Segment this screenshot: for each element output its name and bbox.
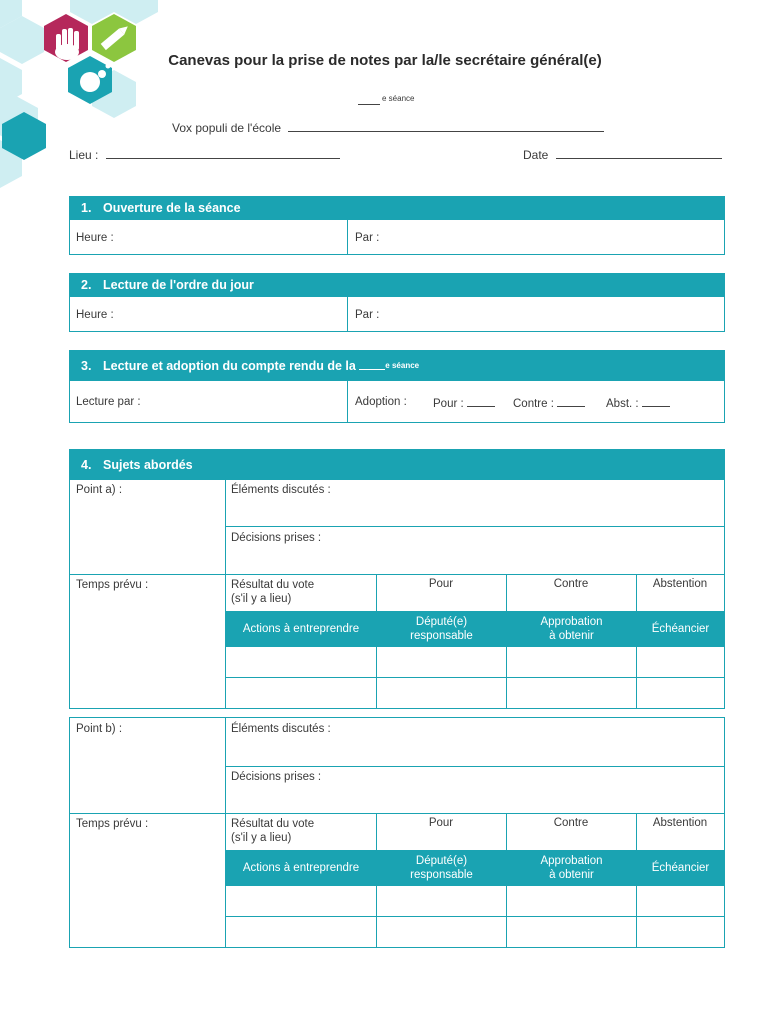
point-b-decisions-label: Décisions prises :: [231, 771, 322, 783]
logo-hexagons: [0, 0, 170, 200]
point-b-elements-label: Éléments discutés :: [231, 723, 331, 735]
point-b-abstention-header: Abstention: [652, 817, 708, 829]
section-3: [69, 350, 725, 423]
s3-contre-field[interactable]: Contre :: [513, 396, 585, 410]
date-line: [523, 148, 722, 162]
section-4-header: 4. Sujets abordés: [70, 450, 724, 480]
point-b-actions-header: Actions à entreprendre: [226, 850, 376, 885]
section-1: [69, 196, 725, 255]
section-1-title: Ouverture de la séance: [103, 201, 241, 215]
point-a-abstention-header: Abstention: [652, 578, 708, 590]
section-1-header: 1. Ouverture de la séance: [70, 197, 724, 220]
point-a-decisions-label: Décisions prises :: [231, 532, 322, 544]
section-2-title: Lecture de l'ordre du jour: [103, 278, 254, 292]
point-b-approbation-header: Approbation à obtenir: [507, 850, 636, 885]
s3-adoption-label: Adoption :: [355, 396, 407, 408]
lieu-field[interactable]: [106, 148, 340, 159]
section-3-title: Lecture et adoption du compte rendu de la $^{e séance}$: [103, 359, 420, 373]
s2-par-label: Par :: [355, 309, 380, 321]
point-b-depute-header: Député(e) responsable: [377, 850, 506, 885]
point-a-label: Point a) :: [76, 484, 123, 496]
section-4-point-b: [69, 717, 725, 948]
s1-par-label: Par :: [355, 232, 380, 244]
s3-abst-field[interactable]: Abst. :: [606, 396, 670, 410]
seance-label: e séance: [382, 94, 415, 103]
point-b-contre-header: Contre: [553, 817, 589, 829]
point-a-depute-header: Député(e) responsable: [377, 611, 506, 646]
date-field[interactable]: [556, 148, 722, 159]
point-b-temps-label: Temps prévu :: [76, 818, 149, 830]
point-a-echeancier-header: Échéancier: [637, 611, 724, 646]
s1-heure-label: Heure :: [76, 232, 114, 244]
s3-lecture-label: Lecture par :: [76, 396, 141, 408]
s3-pour-field[interactable]: Pour :: [433, 396, 495, 410]
point-a-temps-label: Temps prévu :: [76, 579, 149, 591]
page-title: Canevas pour la prise de notes par la/le secrétaire général(e): [168, 52, 602, 69]
point-b-pour-header: Pour: [428, 817, 454, 829]
section-2-header: 2. Lecture de l'ordre du jour: [70, 274, 724, 297]
seance-number-blank[interactable]: [358, 94, 380, 105]
date-label: Date: [523, 148, 549, 162]
s2-heure-label: Heure :: [76, 309, 114, 321]
section-3-header: 3. Lecture et adoption du compte rendu de la $^{e séance}$: [70, 351, 724, 381]
vox-field[interactable]: [288, 121, 604, 132]
point-b-resultat-label: Résultat du vote (s'il y a lieu): [231, 818, 315, 844]
section-4-title: Sujets abordés: [103, 458, 193, 472]
point-a-contre-header: Contre: [553, 578, 589, 590]
point-b-label: Point b) :: [76, 723, 123, 735]
vox-populi-line: [172, 121, 604, 135]
section-2: [69, 273, 725, 332]
point-a-resultat-label: Résultat du vote (s'il y a lieu): [231, 579, 315, 605]
point-b-echeancier-header: Échéancier: [637, 850, 724, 885]
lieu-line: [69, 148, 340, 162]
point-a-approbation-header: Approbation à obtenir: [507, 611, 636, 646]
point-a-actions-header: Actions à entreprendre: [226, 611, 376, 646]
vox-label: Vox populi de l'école: [172, 121, 282, 135]
section-4-point-a: [69, 449, 725, 709]
point-a-elements-label: Éléments discutés :: [231, 484, 331, 496]
lieu-label: Lieu :: [69, 148, 99, 162]
seance-line: [358, 94, 414, 108]
point-a-pour-header: Pour: [428, 578, 454, 590]
